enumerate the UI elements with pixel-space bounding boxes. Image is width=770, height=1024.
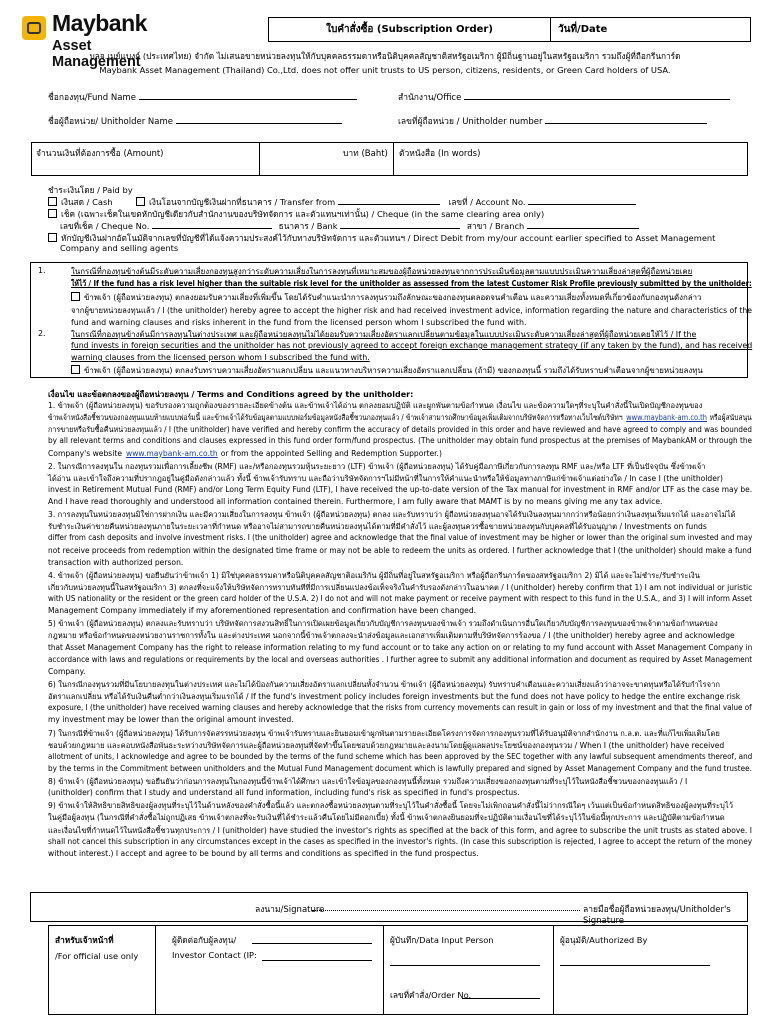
terms-line (48, 473, 723, 485)
terms-line (48, 740, 724, 752)
signature-line[interactable] (312, 910, 580, 911)
terms-line-text: 3. การลงทุนในหน่วยลงทุนมิใช่การฝากเงิน และมีความเสี่ยงในการลงทุน ข้าพเจ้า (ผู้ถือหน่วยลงทุน) ตกลง และรับทราบว่า ผู้ถือหน่วยลงทุนอาจได้รับเงินลงทุนมากกว่าหรือน้อยกว่าเงินลงทุนเริ่มแรกได้ และอาจไม่ได้ (48, 510, 736, 520)
terms-line-text: by all relevant terms and conditions and clauses expressed in this fund order form/fund prospectus. (The unitholder may obtain fund prospectus at the premises of MaybankAM or through the (48, 436, 753, 446)
terms-line (48, 630, 735, 642)
terms-line-text: กฎหมาย หรือข้อกำหนดของหน่วยงานราชการทั้งใน และต่างประเทศ นอกจากนี้ข้าพเจ้าตกลงจะนำส่งข้อมูลและเอกสารเพิ่มเติมตามที่บริษัทจัดการร้องขอ / I (the unitholder) hereby agree and acknowledge (48, 631, 735, 641)
website-link[interactable]: www.maybank-am.co.th (626, 413, 707, 423)
risk-item-number: 2. (38, 329, 46, 338)
terms-line-text: อัตราแลกเปลี่ยน หรือได้รับเงินคืนต่ำกว่าเงินลงทุนเริ่มแรกได้ / If the fund's investment policy includes foreign investments but the fund does not have policy to hedge the entire exchange risk (48, 692, 741, 702)
transfer-checkbox[interactable] (136, 197, 145, 206)
logo-brand-name: Maybank (52, 10, 147, 36)
terms-line-text: shall not cancel this subscription in any circumstances except in the cases as specified in the investor's rights. (In case this subscription is rejected, I agree to accept the return of the money (48, 836, 753, 846)
order-no-line[interactable] (462, 998, 540, 999)
notice-english: Maybank Asset Management (Thailand) Co.,Ltd. does not offer unit trusts to US person, citizens, residents, or Green Card holders of USA. (99, 65, 671, 75)
terms-line-text: Company. (48, 666, 86, 676)
investor-contact-label: Investor Contact (IP: (172, 950, 257, 960)
terms-line (48, 655, 752, 664)
bank-label: ธนาคาร / Bank (278, 221, 338, 231)
official-divider (553, 925, 554, 1015)
terms-line-text: Management Company immediately if my aforementioned representation and confirmation have been changed. (48, 606, 477, 616)
terms-line (48, 485, 752, 494)
terms-line-text: 2. ในกรณีการลงทุนใน กองทุนรวมเพื่อการเลี้ยงชีพ (RMF) และ/หรือกองทุนรวมหุ้นระยะยาว (LTF) ข้าพเจ้า (ผู้ถือหน่วยลงทุน) ได้รับคู่มือภาษีเกี่ยวกับการลงทุน RMF และ/หรือ LTF ที่เป็นปัจจุบัน ซึ่งข้าพเจ้า (48, 461, 706, 471)
terms-line-text: by the terms in the Commitment between unitholders and the Mutual Fund Management document which is lawfully prepared and signed by Asset Management Company and the fund trustee. (48, 763, 752, 773)
terms-line (48, 424, 752, 436)
direct-debit-label: หักบัญชีเงินฝากอัตโนมัติจากเลขที่บัญชีที่ได้แจ้งความประสงค์ไว้กับทางบริษัทจัดการ และตัวแทนฯ / Direct Debit from my/our account earlier specified to Asset Management (61, 233, 716, 243)
fund-name-line[interactable] (139, 90, 357, 100)
terms-line (48, 812, 725, 824)
terms-line (48, 533, 752, 542)
terms-line-text: that Asset Management Company has the right to release information relating to my fund account or to take any action on or relating to my fund account with Asset Management Company in (48, 642, 753, 652)
terms-line-text: หรือผู้สนับสนุน (709, 413, 752, 423)
official-divider (383, 925, 384, 1015)
transfer-bank-line[interactable] (338, 195, 440, 205)
terms-line-text: ข้าพเจ้าหนังสือชี้ชวนของกองทุนแนบท้ายแบบฟอร์มนี้ และข้าพเจ้าได้รับข้อมูลตามแบบฟอร์มข้อมูลหนังสือชี้ชวนกองทุนแล้ว / ข้าพเจ้าสามารถศึกษาข้อมูลเพิ่มเติมจากบริษัทจัดการหรือทางเว็บไซต์บริษัทฯ (48, 413, 623, 423)
terms-line (48, 764, 752, 773)
risk-line: fund invests in foreign securities and the unitholder has not previously agreed to accept foreign exchange management strategy (if any taken by the fund), and has received (71, 341, 753, 350)
unitholder-number-field[interactable] (398, 114, 707, 128)
office-label: สำนักงาน/Office (398, 93, 462, 103)
terms-line (48, 691, 740, 703)
contact-label: ผู้ติดต่อกับผู้ลงทุน/ (172, 935, 237, 945)
cheque-label: เช็ค (เฉพาะเช็คในเขตหักบัญชีเดียวกับสำนักงานของบริษัทจัดการ และตัวแทนฯเท่านั้น) / Cheque (in the same clearing area only) (61, 209, 545, 219)
investor-contact-line[interactable] (262, 960, 372, 961)
terms-line-text: ชอบด้วยกฎหมาย และคอบหนังสือพันธะระหว่างบริษัทจัดการและผู้ถือหน่วยลงทุนที่จัดทำขึ้นโดยชอบด้วยกฎหมายและลงนามโดยผู้ดูแลผลประโยชน์ของกองทุนรวม / When I (the unitholder) have received (48, 740, 725, 750)
risk-line: ในกรณีที่กองทุนข้างต้นมีระดับความเสี่ยงกองทุนสูงกว่าระดับความเสี่ยงในการลงทุนที่เหมาะสมของผู้ถือหน่วยลงทุนจากการประเมินข้อมูลตามแบบประเมินความเสี่ยงล่าสุดที่ผู้ถือหน่วยเคย (71, 267, 693, 276)
fund-name-field[interactable] (48, 90, 357, 104)
transfer-label: เงินโอนจากบัญชีเงินฝากที่ธนาคาร / Transfer from (149, 197, 336, 207)
maybank-tiger-icon (22, 16, 46, 40)
unitholder-name-line[interactable] (176, 114, 342, 124)
authorized-line[interactable] (560, 965, 710, 966)
terms-line-text: differ from cash deposits and involve investment risks. I (the unitholder) agree and acknowledge that the final value of investment may be higher or lower than the original sum invested and may (48, 533, 753, 543)
terms-title: เงื่อนไข และข้อตกลงของผู้ถือหน่วยลงทุน / Terms and Conditions agreed by the unitholder: (48, 390, 414, 399)
terms-line (48, 618, 718, 630)
terms-line-text: 5) ข้าพเจ้า (ผู้ถือหน่วยลงทุน) ตกลงและรับทราบว่า บริษัทจัดการสงวนสิทธิ์ในการเปิดเผยข้อมูลเกี่ยวกับบัญชีการลงทุนของข้าพเจ้า รวมถึงดำเนินการอื่นใดเกี่ยวกับบัญชีการลงทุนของข้าพเจ้าตามข้อกำหนดของ (48, 619, 718, 629)
terms-line-text: my investment may be lower than the original amount invested. (48, 715, 294, 725)
terms-line (48, 800, 733, 812)
bank-line[interactable] (340, 219, 460, 229)
cheque-no-label: เลขที่เช็ค / Cheque No. (60, 221, 150, 231)
office-field[interactable] (398, 90, 730, 104)
amount-divider (259, 142, 260, 176)
terms-line (48, 509, 736, 521)
cash-label: เงินสด / Cash (61, 197, 113, 207)
official-title-en: /For official use only (55, 951, 139, 961)
unitholder-number-line[interactable] (545, 114, 707, 124)
terms-line-text: 1. ข้าพเจ้า (ผู้ถือหน่วยลงทุน) ขอรับรองความถูกต้องของรายละเอียดข้างต้น และข้าพเจ้าได้อ่าน ตกลงยอมปฏิบัติ และผูกพันตามข้อกำหนด เงื่อนไข และข้อความใดๆที่ระบุในคำสั่งนี้ในเปิดบัญชีกองทุนของ (48, 401, 703, 410)
unitholder-signature-label: ลายมือชื่อผู้ถือหน่วยลงทุน/Unitholder's Signature (583, 905, 731, 926)
branch-line[interactable] (527, 219, 639, 229)
input-person-label: ผู้บันทึก/Data Input Person (390, 935, 494, 945)
fx-accept-row[interactable] (71, 365, 703, 377)
terms-line (48, 752, 752, 761)
terms-line-text: accordance with laws and regulations or requirements by the local and overseas authorities . I further agree to submit any additional information and document as required by Asset Management (48, 654, 753, 664)
terms-line-text: รับชำระเงินค่าขายคืนหน่วยลงทุนภายในระยะเวลาที่กำหนด หรืออาจไม่สามารถขายคืนหน่วยลงทุนได้ตามที่มีคำสั่งไว้ และผู้ลงทุนควรซื้อขายหน่วยลงทุนกับบุคคลที่ได้รับอนุญาต / Investments on funds (48, 522, 707, 532)
terms-line-text: 7) ในกรณีที่ข้าพเจ้า (ผู้ถือหน่วยลงทุน) ได้รับการจัดสรรหน่วยลงทุน ข้าพเจ้ารับทราบและยินยอมเข้าผูกพันตามรายละเอียดโครงการจัดการกองทุนรวมที่ได้รับอนุมัติจากสำนักงาน ก.ล.ต. และที่แก้ไขเพิ่มเติมโดย (48, 728, 720, 738)
paid-by-title: ชำระเงินโดย / Paid by (48, 185, 133, 195)
fx-accept-checkbox[interactable] (71, 365, 80, 374)
terms-line (48, 461, 705, 473)
risk-line: ข้าพเจ้า (ผู้ถือหน่วยลงทุน) ตกลงยอมรับความเสี่ยงที่เพิ่มขึ้น โดยได้รับคำแนะนำการลงทุนรวมถึงลักษณะของกองทุนตลอดจนคำเตือน และความเสี่ยงทั้งหมดที่เกี่ยวข้องกับกองทุนดังกล่าว (84, 293, 702, 302)
terms-line (48, 679, 720, 691)
terms-line (48, 412, 752, 424)
terms-line-text: 6) ในกรณีกองทุนรวมที่มีนโยบายลงทุนในต่างประเทศ และไม่ได้ป้องกันความเสี่ยงอัตราแลกเปลี่ยนทั้งจำนวน ข้าพเจ้า (ผู้ถือหน่วยลงทุน) รับทราบคำเตือนและความเสี่ยงแล้วว่าอาจจะขาดทุนหรือได้รับกำไรจาก (48, 679, 720, 689)
authorized-label: ผู้อนุมัติ/Authorized By (560, 935, 648, 945)
unitholder-name-label: ชื่อผู้ถือหน่วย/ Unitholder Name (48, 117, 173, 127)
account-no-line[interactable] (528, 195, 636, 205)
notice-thai: บลจ.เมย์แบงก์ (ประเทศไทย) จำกัด ไม่เสนอขายหน่วยลงทุนให้กับบุคคลธรรมดาหรือนิติบุคคลสัญชาติสหรัฐอเมริกา ผู้มีถิ่นฐานอยู่ในสหรัฐอเมริกา รวมถึงผู้ที่ถือกรีนการ์ด (89, 51, 681, 61)
risk-line: ให้ไว้ / If the fund has a risk level higher than the suitable risk level for the unitholder as assessed from the latest Customer Risk Profile previously submitted by the unitholder: (71, 279, 752, 288)
contact-line[interactable] (252, 943, 372, 944)
cheque-checkbox[interactable] (48, 209, 57, 218)
direct-debit-label-cont: Company and selling agents (60, 243, 179, 253)
terms-line (48, 594, 752, 603)
terms-line (48, 825, 752, 837)
terms-line-text: และเงื่อนไขที่กำหนดไว้ในหนังสือชี้ชวนทุกประการ / I (unitholder) have studied the investor's rights as specified at the back of this form, and agree to subscribe the unit trusts as stated above. I (48, 825, 752, 835)
website-link[interactable]: www.maybank-am.co.th (126, 448, 218, 458)
terms-line-text: ในคู่มือผู้ลงทุน (ในกรณีที่คำสั่งซื้อไม่ถูกปฏิเสธ ข้าพเจ้าตกลงที่จะรับเงินที่ได้ชำระแล้วคืนโดยไม่มีดอกเบี้ย) ทั้งนี้ ข้าพเจ้าตกลงยินยอมที่จะปฏิบัติตามเงื่อนไขที่ได้ระบุไว้ในข้อนี้ทุกประการ และปฏิบัติตามข้อกำหนด (48, 813, 725, 823)
terms-line-text: การขายหรือรับซื้อคืนหน่วยลงทุนแล้ว / I (the unitholder) have verified and hereby confirm the accuracy of details provided in this order and have reviewed and have agreed to comply and was bounded (48, 425, 752, 435)
form-title: ใบคำสั่งซื้อ (Subscription Order) (268, 17, 551, 42)
risk-accept-checkbox[interactable] (71, 292, 80, 301)
terms-line-text: invest in Retirement Mutual Fund (RMF) and/or Long Term Equity Fund (LTF), I have received the up-to-date version of the Tax manual for investment in RMF and/or LTF as the case may be. (48, 484, 753, 494)
terms-line (48, 497, 662, 506)
risk-line: fund and warning clauses and risks inherent in the fund from the licensed person whom I subscribed the fund with. (71, 318, 527, 327)
cash-checkbox[interactable] (48, 197, 57, 206)
terms-line-text: (unitholder) confirm that I study and understand all fund information, including fund's risk as specified in fund's prospectus. (48, 788, 520, 798)
official-divider (155, 925, 156, 1015)
risk-line: จากผู้ขายหน่วยลงทุนแล้ว / I (the unitholder) hereby agree to accept the higher risk and had received investment advice, information regarding the nature and characteristics of the (71, 306, 752, 315)
terms-line (48, 667, 85, 676)
signature-label: ลงนาม/Signature (255, 905, 325, 915)
terms-line (48, 521, 707, 533)
terms-line (48, 546, 752, 555)
office-line[interactable] (464, 90, 730, 100)
risk-line: ข้าพเจ้า (ผู้ถือหน่วยลงทุน) ตกลงรับทราบความเสี่ยงอัตราแลกเปลี่ยน และแนวทางบริหารความเสี่ยงอัตราแลกเปลี่ยน (ถ้ามี) ของกองทุนนี้ รวมถึงได้รับทราบคำเตือนจากผู้ขายหน่วยลงทุน (84, 366, 703, 375)
official-title-th: สำหรับเจ้าหน้าที่ (55, 935, 114, 945)
branch-label: สาขา / Branch (466, 221, 525, 231)
risk-accept-row[interactable] (71, 292, 701, 304)
terms-line-text: 9) ข้าพเจ้าให้สิทธิขายสิทธิของผู้ลงทุนที่ระบุไว้ในด้านหลังของคำสั่งซื้อนี้แล้ว และตกลงซื้อหน่วยลงทุนตามที่ระบุไว้ในคำสั่งซื้อนี้ โดยจะไม่เพิกถอนคำสั่งนี้ไม่ว่ากรณีใดๆ เว้นแต่เป็นข้อกำหนดสิทธิของผู้ลงทุนที่ระบุไว้ (48, 801, 733, 811)
unitholder-number-label: เลขที่ผู้ถือหน่วย / Unitholder number (398, 117, 543, 127)
terms-line (48, 643, 752, 652)
input-person-line[interactable] (390, 965, 540, 966)
terms-line (48, 715, 294, 724)
terms-line (48, 728, 720, 740)
cheque-no-line[interactable] (152, 219, 272, 229)
logo-brand-sub: Asset Management (52, 38, 141, 70)
risk-line: warning clauses from the licensed person whom I subscribed the fund with. (71, 353, 370, 362)
terms-line-text: allotment of units, I acknowledge and agree to be bounded by the terms of the fund scheme which has been approved by the SEC together with any lawful subsequent amendments thereof, and (48, 751, 753, 761)
direct-debit-checkbox[interactable] (48, 233, 57, 242)
terms-line (48, 570, 700, 582)
risk-item-number: 1. (38, 266, 46, 275)
terms-line (48, 606, 476, 615)
unitholder-name-field[interactable] (48, 114, 342, 128)
terms-line-text: And I have read thoroughly and understood all information contained therein. Furthermore, I am fully aware that MAMT is by no means giving me any tax advice. (48, 497, 663, 507)
terms-line-text: with US nationality or the resident or the green card holder of the U.S.A. 2) I do not and will not make payment or receive payment with respect to this fund in the U.S.A., and 3) I will inform Asset (48, 594, 752, 604)
terms-line (48, 776, 687, 788)
account-no-label: เลขที่ / Account No. (448, 197, 526, 207)
terms-line (48, 788, 520, 797)
terms-line (48, 558, 183, 567)
terms-line-text: transaction with authorized person. (48, 557, 184, 567)
amount-words-label: ตัวหนังสือ (In words) (399, 149, 481, 159)
terms-line-text: without interest.) I accept and agree to be bound by all terms and conditions as specified in the fund prospectus. (48, 848, 479, 858)
terms-line (48, 400, 702, 412)
date-field[interactable]: วันที่/Date (551, 17, 751, 42)
terms-line-text: เกี่ยวกับหน่วยลงทุนนี้ในสหรัฐอเมริกา 3) ตกลงที่จะแจ้งให้บริษัทจัดการทราบทันทีที่มีการเปลี่ยนแปลงข้อเท็จจริงในคำรับรองดังกล่าวในอนาคต / I (unitholder) hereby confirm that 1) I am not individual or juristic (48, 582, 753, 592)
amount-divider (393, 142, 394, 176)
terms-line-text: 4. ข้าพเจ้า (ผู้ถือหน่วยลงทุน) ขอยืนยันว่าข้าพเจ้า 1) มิใช่บุคคลธรรมดาหรือนิติบุคคลสัญชาติอเมริกัน ผู้มีถิ่นที่อยู่ในสหรัฐอเมริกา หรือผู้ถือกรีนการ์ดของสหรัฐอเมริกา 2) มิได้ และจะไม่ชำระ/รับชำระเงิน (48, 570, 700, 580)
amount-label: จำนวนเงินที่ต้องการซื้อ (Amount) (36, 149, 164, 159)
amount-baht-label: บาท (Baht) (343, 149, 388, 159)
terms-line (48, 837, 752, 846)
risk-line: ในกรณีที่กองทุนข้างต้นมีการลงทุนในต่างประเทศ และผู้ถือหน่วยลงทุนไม่ได้ยอมรับความเสี่ยงอัตราแลกเปลี่ยนตามข้อมูลในแบบประเมินระดับความเสี่ยงล่าสุดที่ผู้ถือหน่วยเคยให้ไว้ / If the (71, 330, 697, 339)
terms-line-text: not receive proceeds from redemption within the designated time frame or may not be able to redeem the units as ordered. I further acknowledge that I (the unitholder) should make a fund (48, 545, 752, 555)
terms-line (48, 582, 752, 594)
terms-line (48, 703, 752, 712)
terms-line (48, 449, 442, 458)
terms-line (48, 436, 752, 445)
order-no-label: เลขที่คำสั่ง/Order No. (390, 990, 472, 1000)
terms-line-text: or from the appointed Selling and Redemption Supporter.) (220, 448, 442, 458)
terms-line (48, 849, 479, 858)
terms-line-text: 8) ข้าพเจ้า (ผู้ถือหน่วยลงทุน) ขอยืนยันว่าก่อนการลงทุนในกองทุนนี้ข้าพเจ้าได้ศึกษา และเข้าใจข้อมูลของกองทุนนี้ทั้งหมด รวมถึงความเสี่ยงของกองทุนตามที่ระบุไว้ในหนังสือชี้ชวนของกองทุนแล้ว / I (48, 777, 688, 787)
terms-line-text: exposure, I (the unitholder) have received warning clauses and hereby acknowledge that the risks from currency movements can result in gain or loss of my investment and that the final value of (48, 703, 752, 713)
fund-name-label: ชื่อกองทุน/Fund Name (48, 93, 136, 103)
terms-line-text: Company's website (48, 448, 123, 458)
terms-line-text: ได้อ่าน และเข้าใจถึงความที่ปรากฎอยู่ในคู่มือดังกล่าวแล้ว ทั้งนี้ ข้าพเจ้ารับทราบ และถือว่าบริษัทจัดการฯไม่มีหน้าที่ในการให้คำแนะนำหรือให้ข้อมูลทางภาษีแก่ข้าพเจ้าแต่อย่างใด / In case I (the unitholder) (48, 473, 723, 483)
